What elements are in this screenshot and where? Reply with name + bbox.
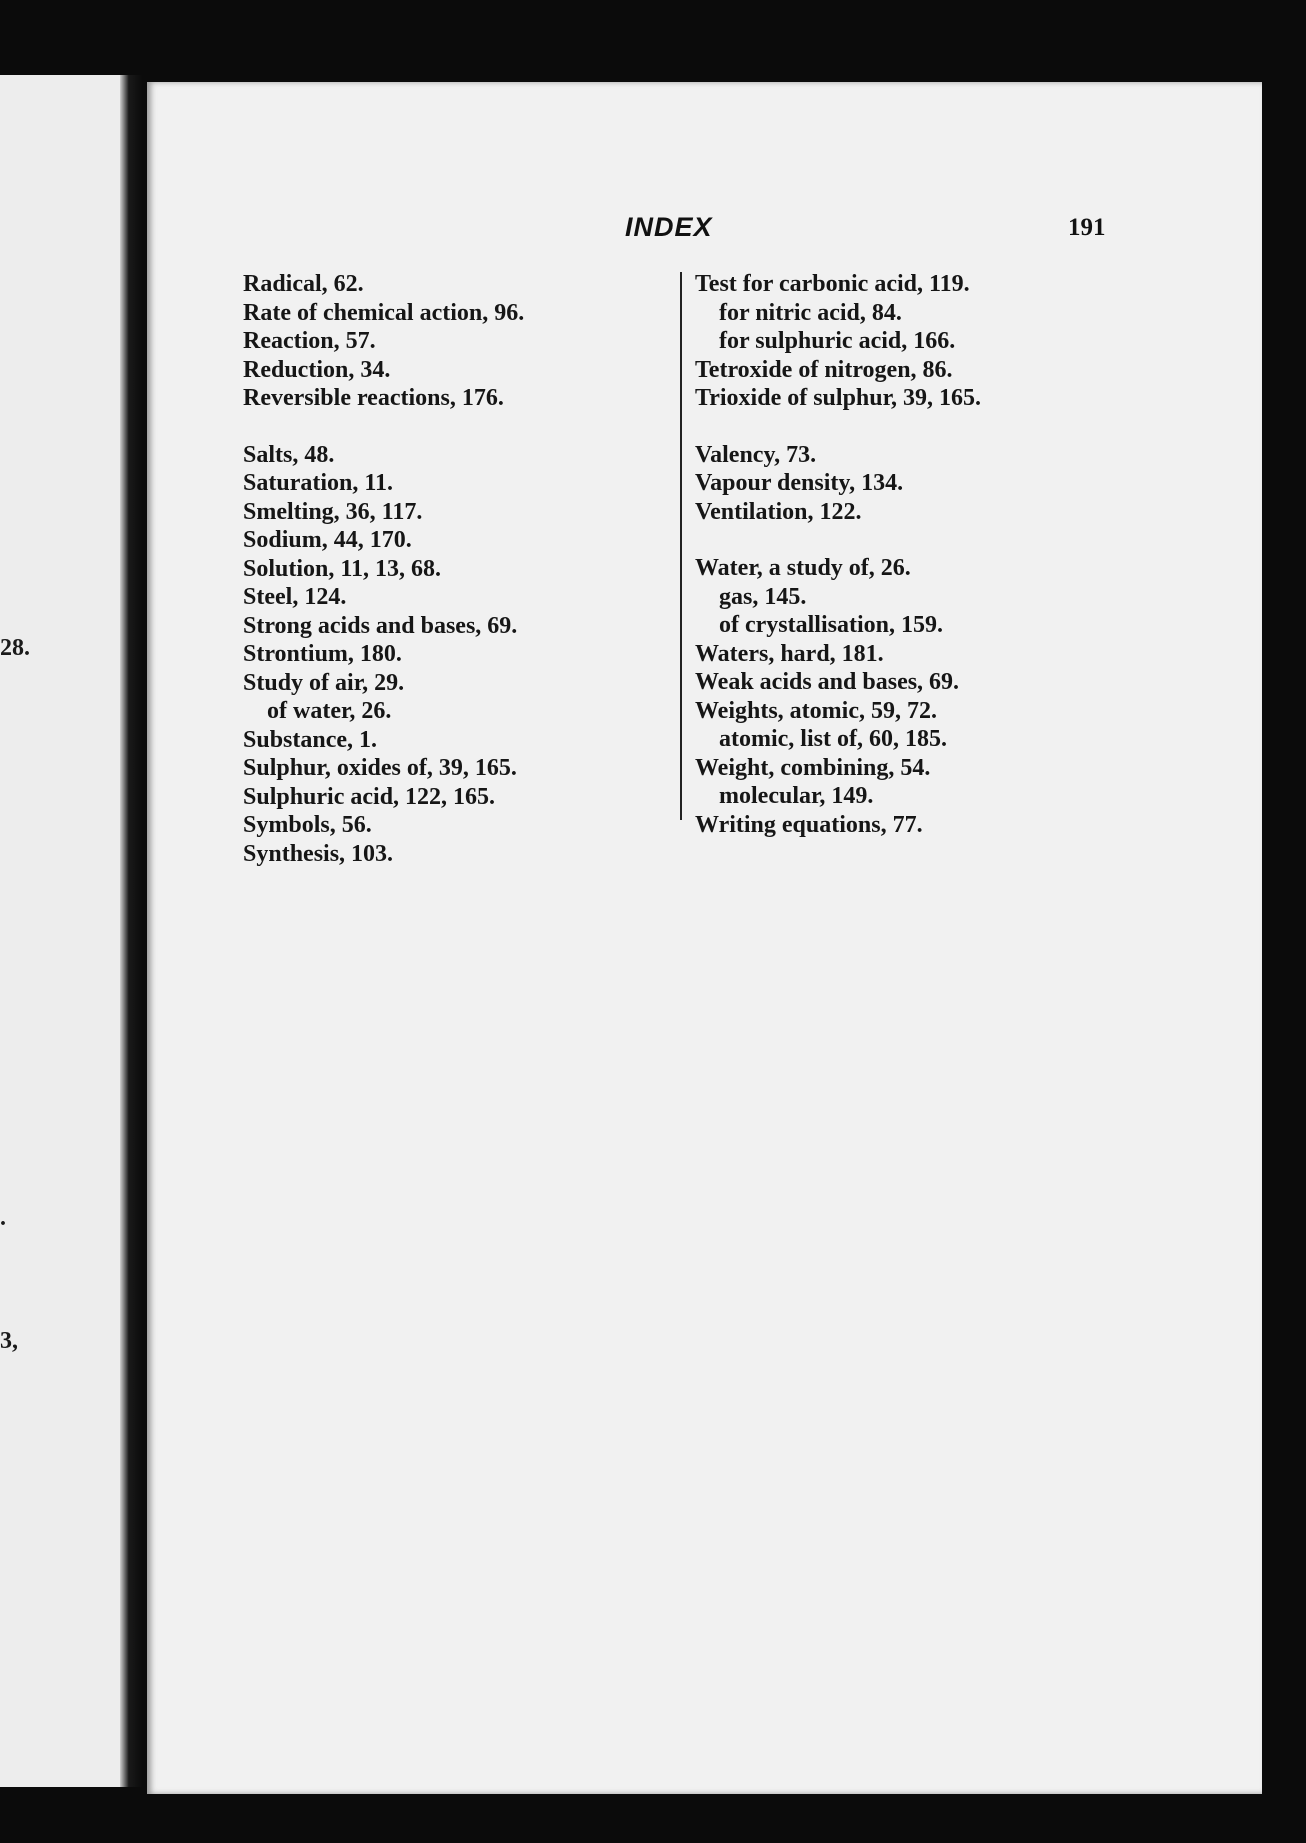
index-entry: Valency, 73.: [695, 441, 817, 468]
index-entry: Waters, hard, 181.: [695, 640, 884, 667]
index-group: [243, 270, 524, 413]
index-entry: Reduction, 34.: [243, 356, 391, 383]
index-entry: Weak acids and bases, 69.: [695, 669, 960, 695]
column-divider: [680, 272, 682, 820]
index-entry: Tetroxide of nitrogen, 86.: [695, 356, 953, 383]
left-page-fragment: 28.: [0, 635, 30, 661]
index-entry: Study of air, 29.: [243, 669, 405, 696]
index-entry: Strong acids and bases, 69.: [243, 612, 518, 639]
index-subentry: gas, 145.: [719, 583, 807, 610]
index-entry: Satu⁠ration, 11.: [243, 470, 394, 496]
index-column-left: [243, 270, 524, 896]
left-page-edge: [0, 75, 142, 1787]
index-entry: Water, a study of, 26.: [695, 555, 911, 581]
index-subentry: atomic, list of, 60, 185.: [719, 726, 947, 752]
index-entry: Test for carbonic acid, 119.: [695, 271, 970, 297]
page-number: 191: [1068, 214, 1106, 241]
index-group: [695, 270, 981, 413]
index-entry: Reversible reactions, 176.: [243, 385, 504, 411]
index-entry: Sodium, 44, 170.: [243, 527, 412, 553]
index-entry: Weights, atomic, 59, 72.: [695, 697, 937, 724]
index-column-right: [695, 270, 981, 867]
index-entry: Rate of chemical action, 96.: [243, 299, 525, 326]
index-subentry: for sulphuric acid, 166.: [719, 328, 956, 354]
index-entry: Vapour density, 134.: [695, 470, 904, 496]
index-entry: Salts, 48.: [243, 441, 335, 468]
index-entry: Substance, 1.: [243, 726, 378, 753]
index-entry: Steel, 124.: [243, 584, 347, 610]
left-page-fragment: 3,: [0, 1328, 18, 1354]
index-entry: Solution, 11, 13, 68.: [243, 555, 442, 582]
index-entry: Trioxide of sulphur, 39, 165.: [695, 385, 982, 411]
index-entry: Sulphuric acid, 122, 165.: [243, 783, 496, 810]
index-entry: Reaction, 57.: [243, 328, 376, 354]
left-page-fragment: .: [0, 1205, 6, 1231]
index-subentry: for nitric acid, 84.: [719, 299, 902, 326]
index-entry: Sulphur, oxides of, 39, 165.: [243, 755, 517, 781]
index-entry: Smelting, 36, 117.: [243, 498, 423, 525]
index-entry: Symbols, 56.: [243, 812, 372, 838]
page-title: INDEX: [625, 212, 713, 242]
index-subentry: molecular, 149.: [719, 783, 874, 809]
index-entry: Ventilation, 122.: [695, 498, 862, 525]
index-entry: Radical, 62.: [243, 271, 364, 297]
index-entry: Writing equations, 77.: [695, 811, 923, 838]
page-gutter-shadow: [120, 75, 142, 1787]
index-group: [695, 441, 981, 527]
index-group: [243, 441, 524, 869]
index-entry: Strontium, 180.: [243, 641, 402, 667]
index-entry: Synthesis, 103.: [243, 840, 394, 867]
index-page: [147, 82, 1262, 1794]
index-subentry: of crystallisation, 159.: [719, 612, 943, 638]
index-entry: Weight, combining, 54.: [695, 754, 931, 781]
index-group: [695, 554, 981, 839]
index-subentry: of water, 26.: [267, 698, 392, 724]
